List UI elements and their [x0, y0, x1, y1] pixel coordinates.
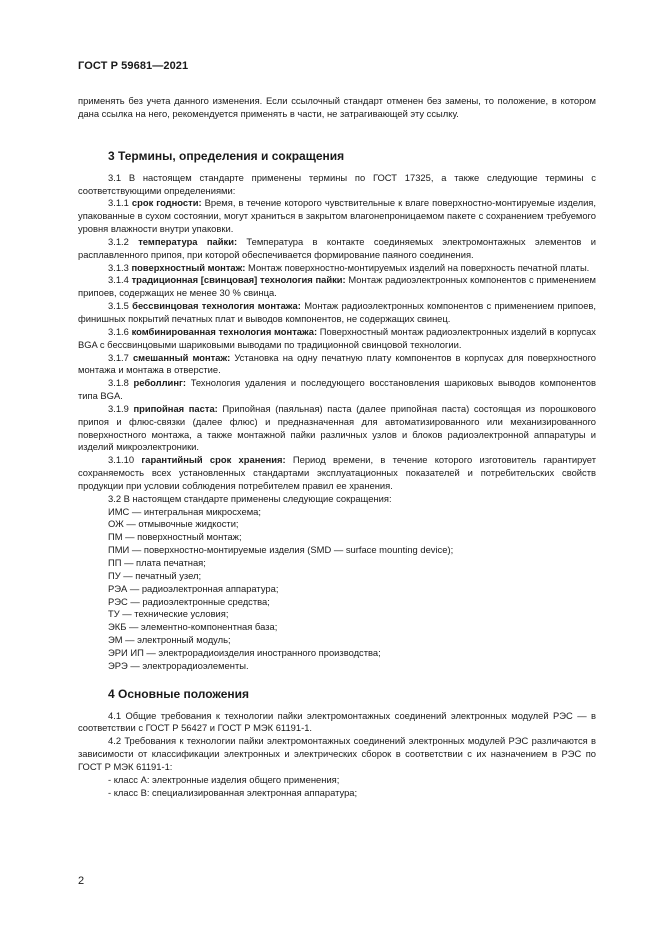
section-3-title: 3 Термины, определения и сокращения — [108, 148, 345, 163]
paragraph-4-1: 4.1 Общие требования к технологии пайки электромонтажных соединений электронных модулей РЭС — в соответствии с ГОСТ Р 56427 и ГОСТ Р МЭК 61191-1. — [78, 709, 596, 734]
term-3-1-3: 3.1.3 поверхностный монтаж: Монтаж поверхностно-монтируемых изделий на поверхность печатной платы. — [108, 261, 590, 273]
term-3-1-10: 3.1.10 гарантийный срок хранения: Период времени, в течение которого изготовитель гарантирует сохраняемость всех установленных стандартами эксплуатационных показателей и потребительских свойств продукции при условии соблюдения потребителем правил ее хранения. — [78, 454, 597, 491]
document-header: ГОСТ Р 59681—2021 — [78, 60, 189, 72]
abbreviation-item: ЭРЭ — электрорадиоэлементы. — [108, 659, 249, 671]
term-3-1-7: 3.1.7 смешанный монтаж: Установка на одну печатную плату компонентов в корпусах для поверхностного монтажа и монтажа в отверстие. — [78, 351, 596, 376]
terms-list — [78, 197, 596, 492]
abbreviation-item: РЭС — радиоэлектронные средства; — [108, 595, 270, 607]
abbreviation-item: ЭМ — электронный модуль; — [108, 634, 231, 646]
term-3-1-5: 3.1.5 бессвинцовая технология монтажа: Монтаж радиоэлектронных компонентов с применением припоев, финишных покрытий печатных плат и выводов компонентов, не содержащих свинец. — [78, 300, 597, 324]
document-body — [78, 95, 596, 800]
paragraph-3-1: 3.1 В настоящем стандарте применены термины по ГОСТ 17325, а также следующие термины с соответствующими определениями: — [78, 171, 596, 196]
abbreviation-item: ПМ — поверхностный монтаж; — [108, 531, 242, 543]
paragraph-3-2: 3.2 В настоящем стандарте применены следующие сокращения: — [108, 492, 392, 504]
abbreviation-item: РЭА — радиоэлектронная аппаратура; — [108, 582, 279, 594]
term-3-1-1: 3.1.1 срок годности: Время, в течение которого чувствительные к влаге поверхностно-монтируемые изделия, упакованные в сухом состоянии, могут храниться в закрытом влагонепроницаемом пакете с сохранением требуемого уровня влажности внутри упаковки. — [78, 197, 596, 235]
term-3-1-8: 3.1.8 реболлинг: Технология удаления и последующего восстановления шариковых выводов компонентов типа BGA. — [78, 377, 597, 402]
abbreviation-item: ИМС — интегральная микросхема; — [108, 505, 261, 517]
abbreviation-item: ПУ — печатный узел; — [108, 569, 202, 581]
abbreviation-item: ПМИ — поверхностно-монтируемые изделия (SMD — surface mounting device); — [108, 544, 454, 556]
abbreviation-item: ОЖ — отмывочные жидкости; — [108, 518, 239, 530]
term-3-1-6: 3.1.6 комбинированная технология монтажа: Поверхностный монтаж радиоэлектронных изделий в корпусах BGA с бессвинцовыми шариковыми выводами по традиционной свинцовой технологии. — [78, 325, 596, 350]
class-item: - класс В: специализированная электронная аппаратура; — [108, 786, 358, 798]
abbreviation-item: ПП — плата печатная; — [108, 557, 206, 568]
intro-paragraph: применять без учета данного изменения. Если ссылочный стандарт отменен без замены, то положение, в котором дана ссылка на него, рекомендуется применять в части, не затрагивающей эту ссылку. — [78, 95, 596, 119]
page-number: 2 — [78, 875, 85, 887]
abbreviation-item: ЭКБ — элементно-компонентная база; — [108, 621, 278, 633]
paragraph-4-2: 4.2 Требования к технологии пайки электромонтажных соединений электронных модулей РЭС различаются в зависимости от классификации электронных и электрических сборок в соответствии с их назначением в РЭС по ГОСТ Р МЭК 61191-1: — [78, 735, 596, 772]
term-3-1-4: 3.1.4 традиционная [свинцовая] технология пайки: Монтаж радиоэлектронных компонентов с применением припоев, содержащих не менее 30 % свинца. — [78, 274, 596, 299]
section-4-title: 4 Основные положения — [108, 686, 250, 701]
term-3-1-9: 3.1.9 припойная паста: Припойная (паяльная) паста (далее припойная паста) состоящая из порошкового припоя и флюс-связки (далее флюс) и предназначенная для автоматизированного или механизированного поверхностного монтажа, а также монтажной пайки различных узлов и блоков радиоэлектронной аппаратуры и изделий микроэлектроники. — [78, 402, 596, 453]
abbreviation-item: ТУ — технические условия; — [108, 608, 229, 620]
term-3-1-2: 3.1.2 температура пайки: Температура в контакте соединяемых электромонтажных элементов и расплавленного припоя, при которой обеспечивается формирование паяного соединения. — [78, 235, 596, 260]
abbreviations-list — [78, 506, 596, 673]
class-item: - класс А: электронные изделия общего применения; — [108, 773, 340, 785]
abbreviation-item: ЭРИ ИП — электрорадиоизделия иностранного производства; — [108, 646, 381, 658]
